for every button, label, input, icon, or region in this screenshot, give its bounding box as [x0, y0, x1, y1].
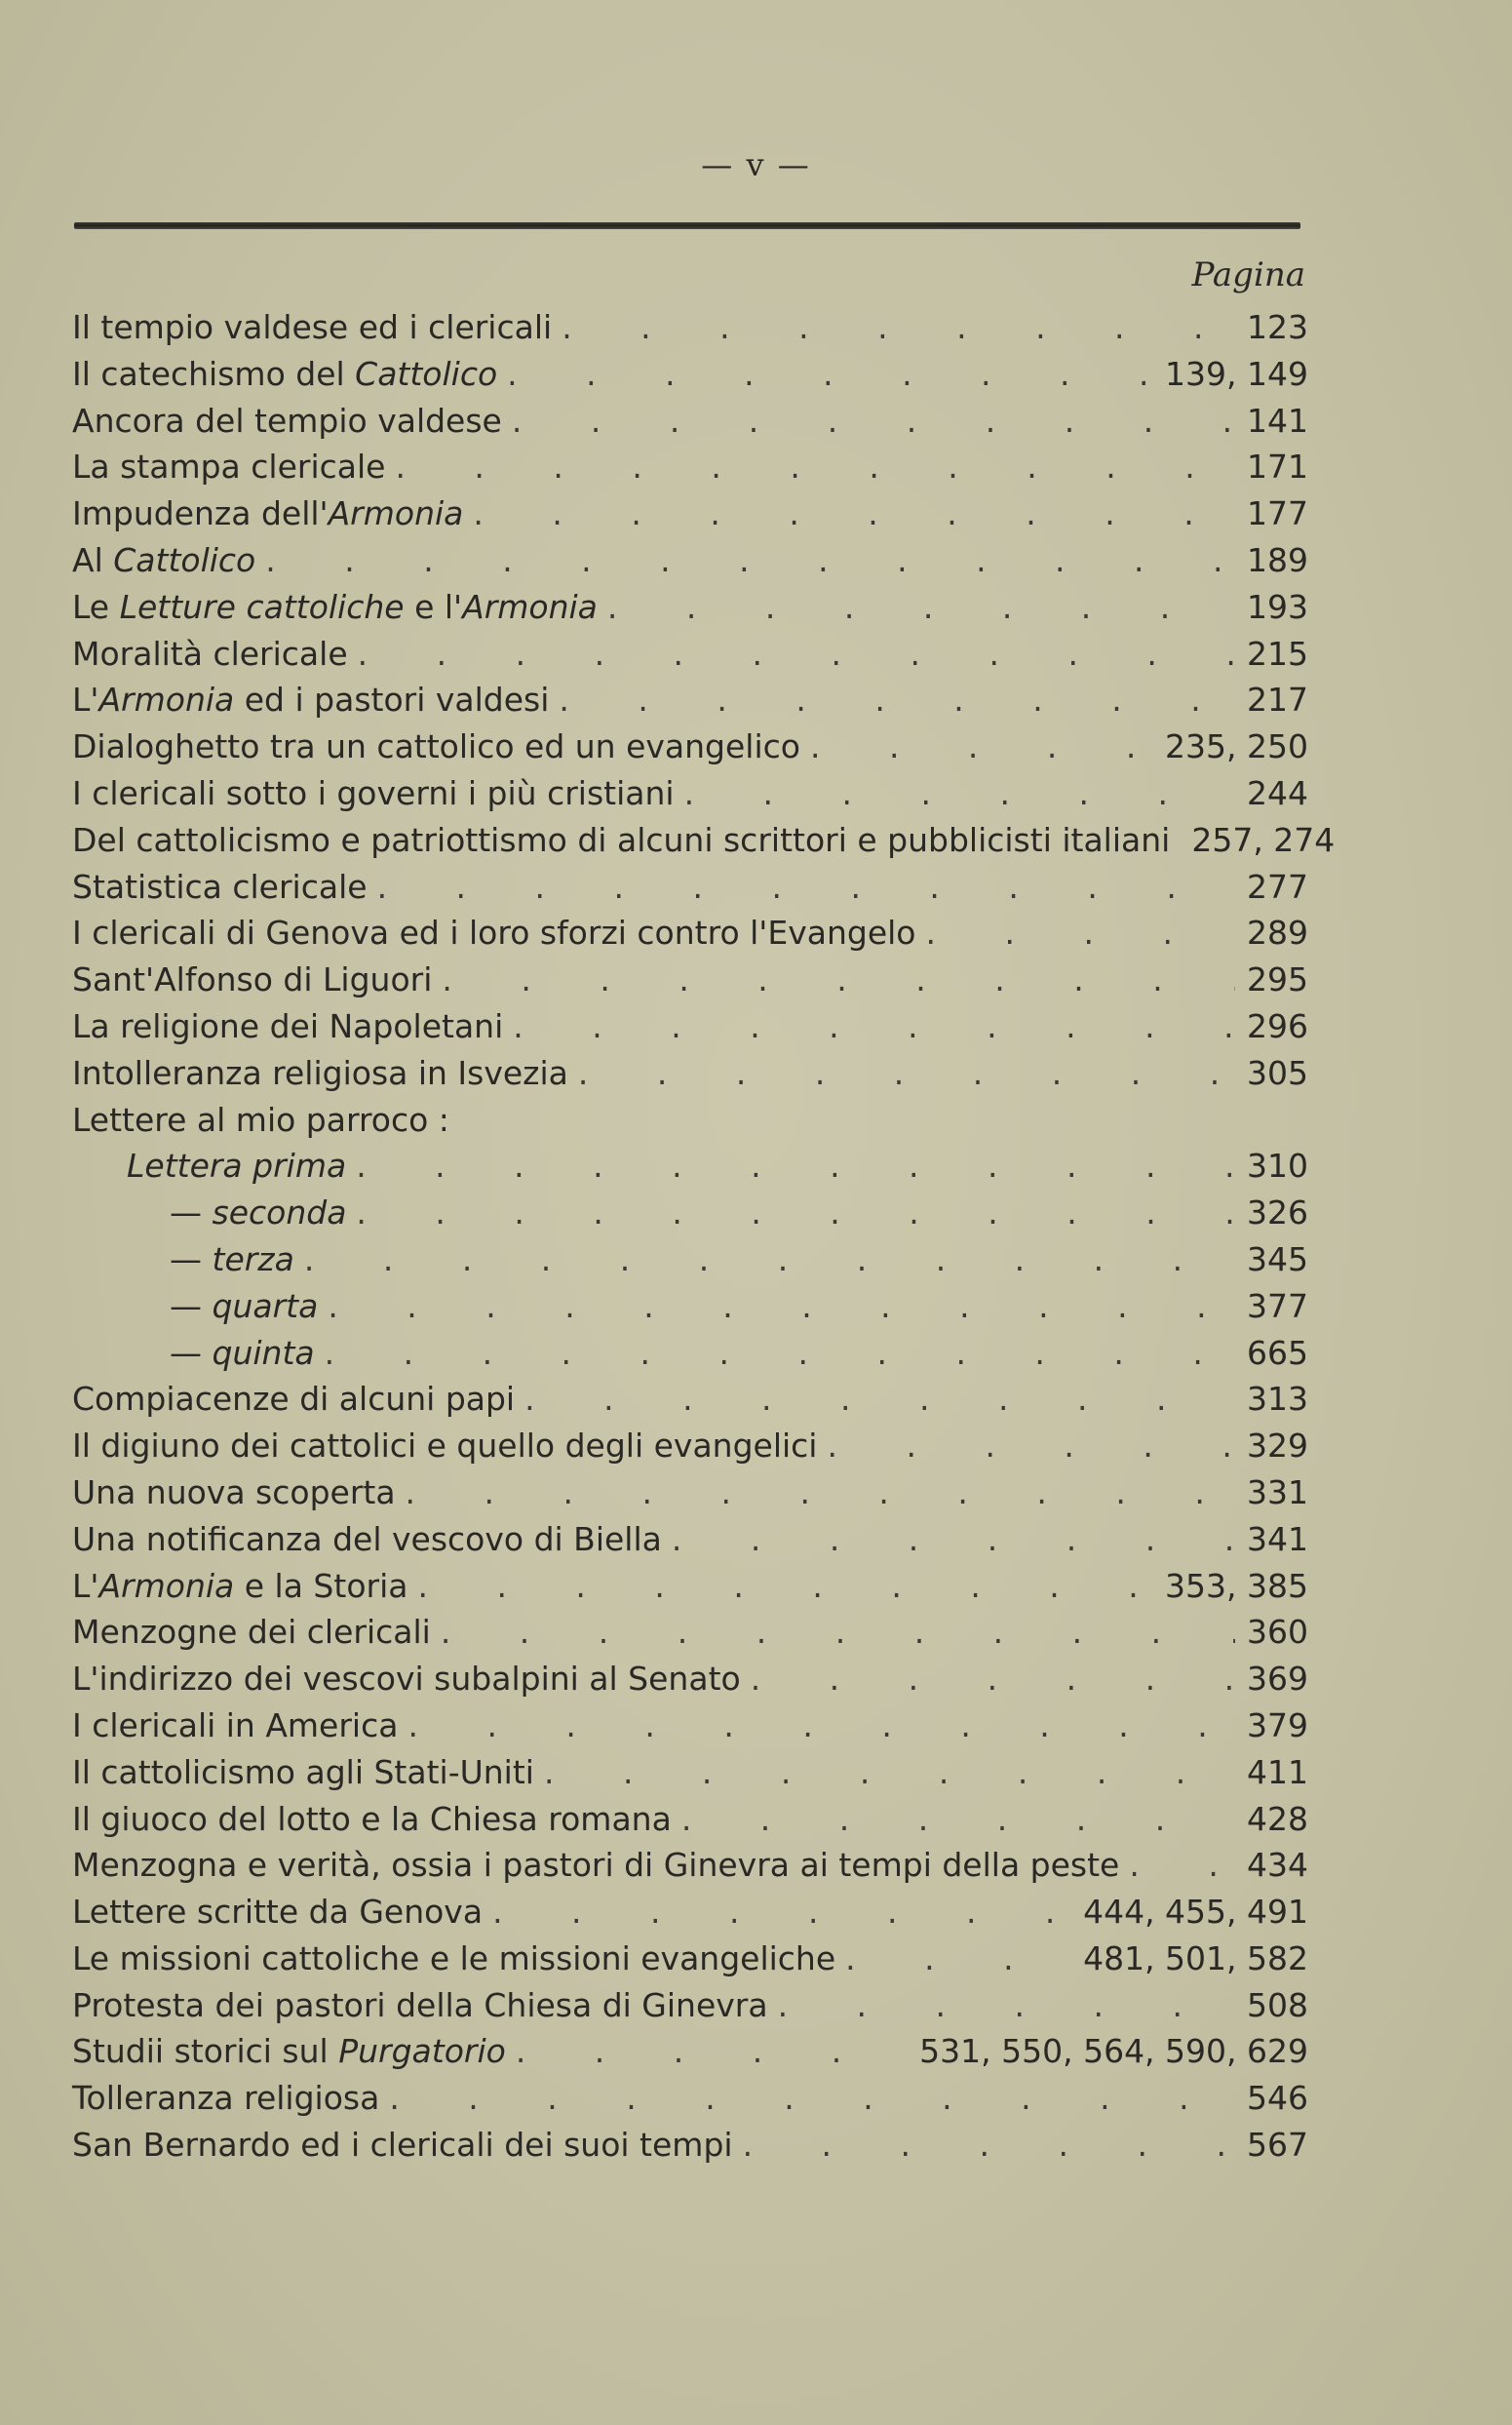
- dot-leader: [559, 677, 1235, 724]
- title-text: I clericali di Genova ed i loro sforzi contro l'Evangelo: [72, 914, 916, 953]
- title-text-after: ed i pastori valdesi: [234, 681, 550, 720]
- entry-title: [72, 910, 926, 957]
- title-text: Studii storici sul: [72, 2032, 339, 2071]
- entry-title: [72, 444, 395, 490]
- dot-leader: [407, 1702, 1235, 1749]
- entry-title: [72, 1563, 417, 1610]
- toc-entry: [72, 2075, 1308, 2122]
- dot-leader: [578, 1050, 1235, 1097]
- page-numbers: 353, 385: [1165, 1566, 1308, 1605]
- dot-leader: [328, 1283, 1235, 1330]
- toc-entry: [72, 1842, 1308, 1889]
- page-numbers: 171: [1247, 448, 1308, 487]
- page-numbers: 326: [1247, 1193, 1308, 1232]
- letter-label: Lettera prima: [127, 1147, 347, 1186]
- dot-leader: [513, 1003, 1235, 1050]
- page-numbers: 665: [1247, 1333, 1308, 1372]
- dot-leader: [389, 2075, 1235, 2122]
- letter-title: [170, 1283, 328, 1330]
- dot-leader: [507, 351, 1153, 398]
- page-numbers: 289: [1247, 914, 1308, 953]
- ditto-dash: —: [170, 1333, 213, 1372]
- title-text: L'indirizzo dei vescovi subalpini al Senato: [72, 1660, 741, 1699]
- page-numbers: 345: [1247, 1239, 1308, 1278]
- page-numbers: 215: [1247, 634, 1308, 673]
- dot-leader: [926, 910, 1236, 957]
- page-numbers: 141: [1247, 401, 1308, 440]
- entry-title: [72, 724, 810, 770]
- title-italic-text: Cattolico: [113, 540, 256, 579]
- title-text: Il giuoco del lotto e la Chiesa romana: [72, 1799, 672, 1838]
- toc-entry: [72, 1469, 1308, 1516]
- title-text: Una notificanza del vescovo di Biella: [72, 1519, 662, 1558]
- title-italic-text: Armonia: [328, 494, 464, 533]
- toc-entry: [72, 631, 1308, 678]
- page-numbers: 305: [1247, 1053, 1308, 1092]
- dot-leader: [1129, 1842, 1235, 1889]
- page-numbers: 329: [1247, 1427, 1308, 1466]
- title-italic-text: Armonia: [98, 681, 235, 720]
- title-italic-text-2: Armonia: [462, 587, 598, 626]
- dot-leader: [442, 957, 1235, 1003]
- toc-entry: [72, 677, 1308, 724]
- entry-title: [72, 1423, 827, 1469]
- page-numbers: 508: [1247, 1985, 1308, 2024]
- toc-group-letters: [72, 1143, 1308, 1376]
- entry-title: [72, 1796, 681, 1843]
- dot-leader: [827, 1423, 1235, 1469]
- page-number-header: — v —: [701, 146, 811, 183]
- letter-label: quinta: [212, 1333, 315, 1372]
- entry-title: [72, 490, 473, 537]
- dot-leader: [778, 1982, 1235, 2029]
- title-text: Impudenza dell': [72, 494, 329, 533]
- title-text: Una nuova scoperta: [72, 1472, 396, 1511]
- toc-entry: [72, 910, 1308, 957]
- entry-title: [72, 1702, 407, 1749]
- dot-leader: [395, 444, 1235, 490]
- entry-title: [72, 398, 512, 445]
- dot-leader: [681, 1796, 1235, 1843]
- page-numbers: 123: [1247, 308, 1308, 346]
- title-text: Statistica clericale: [72, 867, 368, 906]
- entry-title: [72, 864, 377, 911]
- dot-leader: [684, 770, 1235, 817]
- page-numbers: 369: [1247, 1660, 1308, 1699]
- ditto-dash: —: [170, 1193, 213, 1232]
- title-text: Protesta dei pastori della Chiesa di Ginevra: [72, 1985, 768, 2024]
- header-rule: [74, 222, 1300, 229]
- dot-leader: [492, 1889, 1071, 1936]
- page-numbers: 244: [1247, 773, 1308, 812]
- title-text: Il digiuno dei cattolici e quello degli evangelici: [72, 1427, 818, 1466]
- dot-leader: [810, 724, 1153, 770]
- title-text: La religione dei Napoletani: [72, 1006, 504, 1045]
- page-numbers: 341: [1247, 1519, 1308, 1558]
- title-text-after: e la Storia: [234, 1566, 408, 1605]
- toc-entry: [72, 957, 1308, 1003]
- entry-title: [72, 537, 265, 584]
- page-numbers: 296: [1247, 1006, 1308, 1045]
- entry-title: [72, 677, 559, 724]
- page-numbers: 428: [1247, 1799, 1308, 1838]
- toc-entry: [72, 864, 1308, 911]
- title-text: I clericali sotto i governi i più cristiani: [72, 773, 675, 812]
- dot-leader: [473, 490, 1235, 537]
- toc-entry: [72, 1050, 1308, 1097]
- title-text: Dialoghetto tra un cattolico ed un evangelico: [72, 727, 800, 766]
- entry-title: [72, 1516, 672, 1563]
- toc-entry: [72, 724, 1308, 770]
- title-text: Intolleranza religiosa in Isvezia: [72, 1053, 568, 1092]
- page-numbers: 379: [1247, 1705, 1308, 1744]
- entry-title: [72, 1936, 845, 1982]
- page-numbers: 310: [1247, 1147, 1308, 1186]
- title-italic-text: Letture cattoliche: [119, 587, 405, 626]
- toc-entry: [72, 1516, 1308, 1563]
- dot-leader: [845, 1936, 1071, 1982]
- dot-leader: [524, 1376, 1235, 1423]
- entry-title: [72, 1609, 441, 1656]
- letter-label: terza: [212, 1239, 294, 1278]
- title-text: Tolleranza religiosa: [72, 2079, 380, 2118]
- toc-entry: [72, 1656, 1308, 1702]
- toc-entry: [72, 2028, 1308, 2075]
- table-of-contents: [72, 304, 1336, 2169]
- dot-leader: [356, 1143, 1235, 1190]
- title-text-after: e l': [404, 587, 463, 626]
- title-text: Il tempio valdese ed i clericali: [72, 308, 553, 346]
- entry-title: [72, 1050, 578, 1097]
- title-text: Le missioni cattoliche e le missioni evangeliche: [72, 1938, 836, 1977]
- title-text: Compiacenze di alcuni papi: [72, 1380, 516, 1419]
- title-text: Al: [72, 540, 114, 579]
- entry-title: [72, 1749, 544, 1796]
- title-italic-text: Purgatorio: [338, 2032, 506, 2071]
- entry-title: [72, 2028, 516, 2075]
- toc-entry: [72, 351, 1308, 398]
- toc-entry: [72, 444, 1308, 490]
- dot-leader: [304, 1236, 1235, 1283]
- toc-entry: [72, 1796, 1308, 1843]
- letter-label: quarta: [212, 1286, 319, 1325]
- dot-leader: [441, 1609, 1235, 1656]
- dot-leader: [377, 864, 1235, 911]
- title-text: Le: [72, 587, 120, 626]
- entry-title: [72, 584, 607, 631]
- toc-entry: [72, 584, 1308, 631]
- pagina-column-label: Pagina: [1191, 255, 1305, 294]
- page-numbers: 411: [1247, 1752, 1308, 1791]
- page-numbers: 377: [1247, 1286, 1308, 1325]
- letters-heading: Lettere al mio parroco :: [72, 1100, 449, 1139]
- title-italic-text: Armonia: [98, 1566, 235, 1605]
- toc-entry: [72, 1749, 1308, 1796]
- letter-label: seconda: [212, 1193, 347, 1232]
- page-numbers: 567: [1247, 2126, 1308, 2165]
- letter-entry: [72, 1143, 1308, 1190]
- page-numbers: 546: [1247, 2079, 1308, 2118]
- page-numbers: 331: [1247, 1472, 1308, 1511]
- dot-leader: [516, 2028, 908, 2075]
- entry-title: [72, 2122, 743, 2169]
- toc-entry: [72, 537, 1308, 584]
- page-numbers: 189: [1247, 540, 1308, 579]
- title-italic-text: Cattolico: [355, 354, 498, 393]
- page-numbers: 177: [1247, 494, 1308, 533]
- entry-title: [72, 1656, 751, 1702]
- toc-entry: [72, 490, 1308, 537]
- page-numbers: 531, 550, 564, 590, 629: [919, 2032, 1308, 2071]
- dot-leader: [417, 1563, 1153, 1610]
- entry-title: [72, 2075, 389, 2122]
- dot-leader: [512, 398, 1235, 445]
- entry-title: [72, 1889, 492, 1936]
- title-text: Sant'Alfonso di Liguori: [72, 960, 433, 999]
- toc-entry: [72, 398, 1308, 445]
- letter-entry: [72, 1283, 1308, 1330]
- dot-leader: [544, 1749, 1235, 1796]
- page-numbers: 434: [1247, 1846, 1308, 1885]
- toc-entry: [72, 1609, 1308, 1656]
- title-text: Del cattolicismo e patriottismo di alcuni scrittori e pubblicisti italiani: [72, 820, 1171, 859]
- toc-entry: [72, 817, 1336, 864]
- dot-leader: [325, 1330, 1235, 1377]
- toc-group-second: [72, 1376, 1308, 2169]
- toc-entry: [72, 304, 1308, 351]
- title-text: Il cattolicismo agli Stati-Uniti: [72, 1752, 534, 1791]
- ditto-dash: —: [170, 1286, 213, 1325]
- dot-leader: [607, 584, 1235, 631]
- letter-title: [170, 1190, 356, 1236]
- page-numbers: 277: [1247, 867, 1308, 906]
- page-numbers: 217: [1247, 681, 1308, 720]
- title-text: San Bernardo ed i clericali dei suoi tempi: [72, 2126, 733, 2165]
- dot-leader: [406, 1469, 1235, 1516]
- entry-title: [72, 1842, 1129, 1889]
- toc-entry: [72, 1423, 1308, 1469]
- dot-leader: [265, 537, 1235, 584]
- toc-entry: [72, 1563, 1308, 1610]
- title-text: Ancora del tempio valdese: [72, 401, 502, 440]
- dot-leader: [562, 304, 1235, 351]
- entry-title: [72, 631, 358, 678]
- page-numbers: 257, 274: [1191, 820, 1336, 859]
- dot-leader: [358, 631, 1235, 678]
- toc-entry: [72, 1982, 1308, 2029]
- letter-entry: [72, 1330, 1308, 1377]
- letter-title: [170, 1236, 304, 1283]
- page-numbers: 360: [1247, 1613, 1308, 1652]
- page-numbers: 313: [1247, 1380, 1308, 1419]
- entry-title: [72, 770, 684, 817]
- title-text: La stampa clericale: [72, 448, 386, 487]
- page-numbers: 444, 455, 491: [1083, 1893, 1308, 1932]
- toc-entry: [72, 1889, 1308, 1936]
- toc-entry: [72, 1936, 1308, 1982]
- dot-leader: [751, 1656, 1235, 1702]
- letter-entry: [72, 1236, 1308, 1283]
- ditto-dash: —: [170, 1239, 213, 1278]
- page-numbers: 295: [1247, 960, 1308, 999]
- letter-title: [127, 1143, 356, 1190]
- toc-entry: [72, 1003, 1308, 1050]
- page-numbers: 193: [1247, 587, 1308, 626]
- title-text: I clericali in America: [72, 1705, 399, 1744]
- entry-title: [72, 1982, 778, 2029]
- entry-title: [72, 1003, 513, 1050]
- entry-title: [72, 817, 1180, 864]
- title-text: Il catechismo del: [72, 354, 356, 393]
- title-text: Moralità clericale: [72, 634, 348, 673]
- dot-leader: [743, 2122, 1235, 2169]
- page-numbers: 481, 501, 582: [1083, 1938, 1308, 1977]
- title-text: Menzogna e verità, ossia i pastori di Ginevra ai tempi della peste: [72, 1846, 1120, 1885]
- letter-title: [170, 1330, 325, 1377]
- dot-leader: [672, 1516, 1235, 1563]
- title-text: L': [72, 681, 99, 720]
- entry-title: [72, 351, 507, 398]
- toc-entry: [72, 1702, 1308, 1749]
- dot-leader: [356, 1190, 1235, 1236]
- entry-title: [72, 957, 442, 1003]
- toc-entry: [72, 770, 1308, 817]
- entry-title: [72, 304, 562, 351]
- toc-entry: [72, 2122, 1308, 2169]
- entry-title: [72, 1376, 524, 1423]
- title-text: Menzogne dei clericali: [72, 1613, 431, 1652]
- page-numbers: 139, 149: [1165, 354, 1308, 393]
- toc-entry: [72, 1376, 1308, 1423]
- letter-entry: [72, 1190, 1308, 1236]
- entry-title: [72, 1469, 406, 1516]
- toc-group-first: [72, 304, 1336, 1097]
- page-numbers: 235, 250: [1165, 727, 1308, 766]
- title-text: Lettere scritte da Genova: [72, 1893, 484, 1932]
- title-text: L': [72, 1566, 99, 1605]
